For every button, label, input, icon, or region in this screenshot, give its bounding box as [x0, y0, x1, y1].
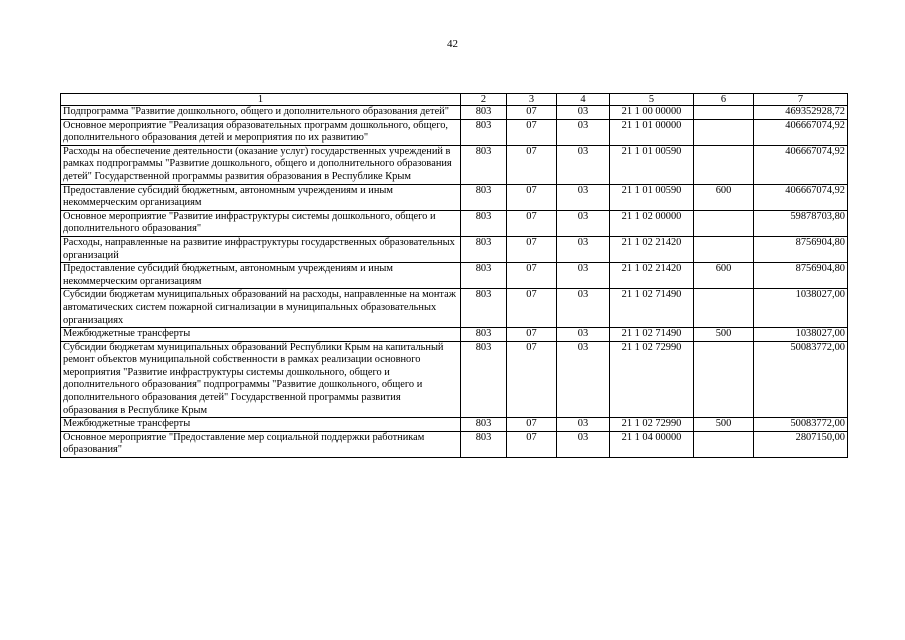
- column-header-2: 2: [461, 94, 507, 106]
- row-target-article: 21 1 02 21420: [610, 263, 694, 289]
- row-section-code: 07: [507, 263, 557, 289]
- row-ministry-code: 803: [461, 328, 507, 342]
- row-name: Межбюджетные трансферты: [61, 418, 461, 432]
- row-ministry-code: 803: [461, 431, 507, 457]
- row-target-article: 21 1 01 00000: [610, 119, 694, 145]
- row-expense-type: 600: [694, 184, 754, 210]
- row-section-code: 07: [507, 418, 557, 432]
- row-ministry-code: 803: [461, 341, 507, 418]
- row-amount: 8756904,80: [754, 236, 848, 262]
- row-amount: 469352928,72: [754, 106, 848, 120]
- row-name: Расходы на обеспечение деятельности (оказание услуг) государственных учреждений в рамках подпрограммы "Развитие дошкольного, общего и дополнительного образования детей" Государственной программы развития образования в Республике Крым: [61, 145, 461, 184]
- row-section-code: 07: [507, 210, 557, 236]
- row-subsection-code: 03: [557, 106, 610, 120]
- row-target-article: 21 1 02 71490: [610, 289, 694, 328]
- column-header-7: 7: [754, 94, 848, 106]
- row-section-code: 07: [507, 236, 557, 262]
- row-expense-type: 500: [694, 328, 754, 342]
- row-subsection-code: 03: [557, 119, 610, 145]
- table-row: [61, 418, 848, 432]
- row-subsection-code: 03: [557, 418, 610, 432]
- row-section-code: 07: [507, 328, 557, 342]
- table-row: [61, 236, 848, 262]
- row-expense-type: [694, 210, 754, 236]
- row-name: Расходы, направленные на развитие инфраструктуры государственных образовательных организаций: [61, 236, 461, 262]
- row-ministry-code: 803: [461, 418, 507, 432]
- row-amount: 50083772,00: [754, 341, 848, 418]
- table-row: [61, 263, 848, 289]
- row-subsection-code: 03: [557, 145, 610, 184]
- row-section-code: 07: [507, 106, 557, 120]
- column-header-5: 5: [610, 94, 694, 106]
- row-ministry-code: 803: [461, 184, 507, 210]
- table-row: [61, 431, 848, 457]
- table-row: [61, 145, 848, 184]
- row-ministry-code: 803: [461, 289, 507, 328]
- column-header-3: 3: [507, 94, 557, 106]
- table-row: [61, 119, 848, 145]
- row-subsection-code: 03: [557, 328, 610, 342]
- row-name: Основное мероприятие "Развитие инфраструктуры системы дошкольного, общего и дополнительного образования": [61, 210, 461, 236]
- table-row: [61, 106, 848, 120]
- row-expense-type: [694, 236, 754, 262]
- row-amount: 1038027,00: [754, 289, 848, 328]
- row-name: Предоставление субсидий бюджетным, автономным учреждениям и иным некоммерческим организациям: [61, 263, 461, 289]
- row-subsection-code: 03: [557, 263, 610, 289]
- row-name: Субсидии бюджетам муниципальных образований Республики Крым на капитальный ремонт объектов муниципальной собственности в рамках реализации основного мероприятия "Развитие инфраструктуры системы дошкольного, общего и дополнительного образования" подпрограммы "Развитие дошкольного, общего и дополнительного образования детей" Государственной программы развития образования в Республике Крым: [61, 341, 461, 418]
- row-subsection-code: 03: [557, 341, 610, 418]
- row-amount: 406667074,92: [754, 145, 848, 184]
- row-expense-type: [694, 145, 754, 184]
- row-target-article: 21 1 02 21420: [610, 236, 694, 262]
- column-header-1: 1: [61, 94, 461, 106]
- row-amount: 50083772,00: [754, 418, 848, 432]
- table-row: [61, 341, 848, 418]
- row-expense-type: [694, 119, 754, 145]
- row-section-code: 07: [507, 431, 557, 457]
- row-ministry-code: 803: [461, 145, 507, 184]
- row-target-article: 21 1 02 71490: [610, 328, 694, 342]
- row-expense-type: [694, 106, 754, 120]
- row-expense-type: [694, 289, 754, 328]
- row-section-code: 07: [507, 145, 557, 184]
- row-name: Подпрограмма "Развитие дошкольного, общего и дополнительного образования детей": [61, 106, 461, 120]
- row-expense-type: 600: [694, 263, 754, 289]
- row-ministry-code: 803: [461, 236, 507, 262]
- row-section-code: 07: [507, 289, 557, 328]
- row-subsection-code: 03: [557, 289, 610, 328]
- row-section-code: 07: [507, 119, 557, 145]
- row-target-article: 21 1 01 00590: [610, 145, 694, 184]
- table-row: [61, 289, 848, 328]
- row-ministry-code: 803: [461, 210, 507, 236]
- column-header-6: 6: [694, 94, 754, 106]
- row-target-article: 21 1 00 00000: [610, 106, 694, 120]
- column-header-4: 4: [557, 94, 610, 106]
- row-subsection-code: 03: [557, 210, 610, 236]
- row-subsection-code: 03: [557, 431, 610, 457]
- budget-table: [60, 93, 848, 458]
- row-subsection-code: 03: [557, 236, 610, 262]
- row-name: Основное мероприятие "Реализация образовательных программ дошкольного, общего, дополнительного образования детей и мероприятия по их развитию": [61, 119, 461, 145]
- row-expense-type: [694, 341, 754, 418]
- row-target-article: 21 1 02 00000: [610, 210, 694, 236]
- table-header-row: [61, 94, 848, 106]
- table-row: [61, 328, 848, 342]
- table-row: [61, 210, 848, 236]
- row-ministry-code: 803: [461, 106, 507, 120]
- page-number: 42: [447, 38, 458, 50]
- row-amount: 59878703,80: [754, 210, 848, 236]
- row-amount: 406667074,92: [754, 184, 848, 210]
- row-amount: 8756904,80: [754, 263, 848, 289]
- row-section-code: 07: [507, 341, 557, 418]
- row-ministry-code: 803: [461, 263, 507, 289]
- row-target-article: 21 1 02 72990: [610, 341, 694, 418]
- row-subsection-code: 03: [557, 184, 610, 210]
- row-amount: 406667074,92: [754, 119, 848, 145]
- row-amount: 1038027,00: [754, 328, 848, 342]
- table-row: [61, 184, 848, 210]
- row-ministry-code: 803: [461, 119, 507, 145]
- row-section-code: 07: [507, 184, 557, 210]
- row-expense-type: [694, 431, 754, 457]
- row-name: Предоставление субсидий бюджетным, автономным учреждениям и иным некоммерческим организациям: [61, 184, 461, 210]
- row-target-article: 21 1 02 72990: [610, 418, 694, 432]
- row-target-article: 21 1 01 00590: [610, 184, 694, 210]
- row-name: Основное мероприятие "Предоставление мер социальной поддержки работникам образования": [61, 431, 461, 457]
- row-target-article: 21 1 04 00000: [610, 431, 694, 457]
- row-expense-type: 500: [694, 418, 754, 432]
- row-name: Межбюджетные трансферты: [61, 328, 461, 342]
- row-name: Субсидии бюджетам муниципальных образований на расходы, направленные на монтаж автоматических систем пожарной сигнализации в муниципальных образовательных организациях: [61, 289, 461, 328]
- row-amount: 2807150,00: [754, 431, 848, 457]
